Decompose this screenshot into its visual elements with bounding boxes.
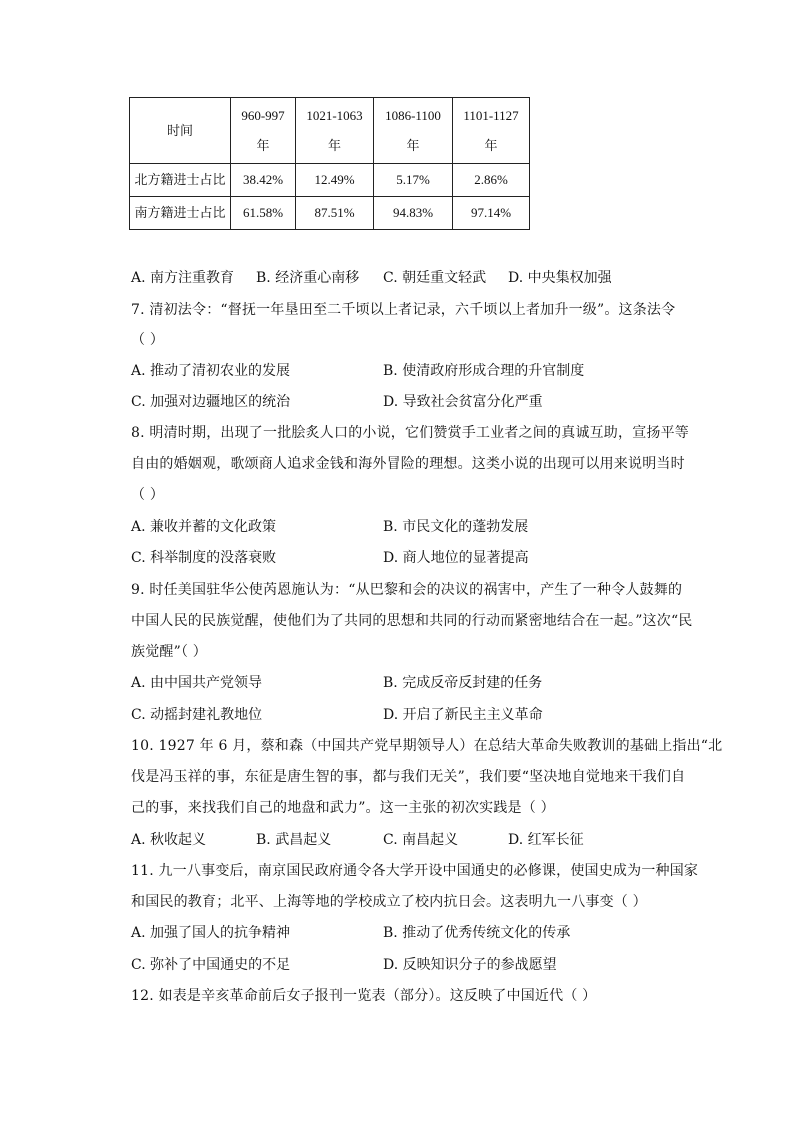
q6-option-c: C. 朝廷重文轻武 <box>383 270 487 286</box>
q11-stem: 和国民的教育；北平、上海等地的学校成立了校内抗日会。这表明九一八事变（ ） <box>131 894 647 910</box>
q10-stem: 伐是冯玉祥的事，东征是唐生智的事，都与我们无关”，我们要“坚决地自觉地来干我们自 <box>131 769 686 785</box>
table-row <box>130 164 530 197</box>
q8-option-a: A. 兼收并蓄的文化政策 <box>131 519 277 535</box>
q9-option-d: D. 开启了新民主主义革命 <box>383 707 543 723</box>
table-cell: 2.86% <box>453 164 530 197</box>
table-header-period: 960-997 年 <box>231 98 296 164</box>
table-cell: 97.14% <box>453 197 530 230</box>
q7-stem: 7. 清初法令：“督抚一年垦田至二千顷以上者记录，六千顷以上者加升一级”。这条法令 <box>131 302 676 318</box>
q10-option-a: A. 秋收起义 <box>131 832 207 848</box>
table-cell: 94.83% <box>374 197 453 230</box>
q7-option-a: A. 推动了清初农业的发展 <box>131 363 291 379</box>
table-row-label: 北方籍进士占比 <box>130 164 231 197</box>
q7-option-c: C. 加强对边疆地区的统治 <box>131 394 291 410</box>
q11-stem: 11. 九一八事变后，南京国民政府通令各大学开设中国通史的必修课，使国史成为一种国家 <box>131 863 699 879</box>
q7-option-b: B. 使清政府形成合理的升官制度 <box>383 363 585 379</box>
table-header-period: 1021-1063 年 <box>296 98 374 164</box>
table-cell: 87.51% <box>296 197 374 230</box>
table-cell: 5.17% <box>374 164 453 197</box>
q10-option-c: C. 南昌起义 <box>383 832 459 848</box>
table-header-period: 1101-1127 年 <box>453 98 530 164</box>
table-cell: 12.49% <box>296 164 374 197</box>
q9-option-b: B. 完成反帝反封建的任务 <box>383 675 543 691</box>
data-table <box>129 97 530 230</box>
q11-option-c: C. 弥补了中国通史的不足 <box>131 957 291 973</box>
q6-option-d: D. 中央集权加强 <box>508 270 612 286</box>
q7-stem: （ ） <box>131 332 165 348</box>
q8-option-b: B. 市民文化的蓬勃发展 <box>383 519 529 535</box>
q12-stem: 12. 如表是辛亥革命前后女子报刊一览表（部分）。这反映了中国近代（ ） <box>131 988 597 1004</box>
q11-option-d: D. 反映知识分子的参战愿望 <box>383 957 557 973</box>
q8-stem: 8. 明清时期，出现了一批脍炙人口的小说，它们赞赏手工业者之间的真诚互助，宣扬平等 <box>131 425 690 441</box>
q6-option-b: B. 经济重心南移 <box>256 270 360 286</box>
table-header-row <box>130 98 530 164</box>
q10-option-d: D. 红军长征 <box>508 832 584 848</box>
q11-option-a: A. 加强了国人的抗争精神 <box>131 925 291 941</box>
table-header-period: 1086-1100 年 <box>374 98 453 164</box>
q9-stem: 9. 时任美国驻华公使芮恩施认为：“从巴黎和会的决议的祸害中，产生了一种令人鼓舞的 <box>131 582 683 598</box>
table-header-label: 时间 <box>130 98 231 164</box>
q9-option-a: A. 由中国共产党领导 <box>131 675 263 691</box>
q8-stem: 自由的婚姻观，歌颂商人追求金钱和海外冒险的理想。这类小说的出现可以用来说明当时 <box>131 456 685 472</box>
q11-option-b: B. 推动了优秀传统文化的传承 <box>383 925 571 941</box>
q9-option-c: C. 动摇封建礼教地位 <box>131 707 263 723</box>
q6-option-a: A. 南方注重教育 <box>131 270 235 286</box>
q10-stem: 己的事，来找我们自己的地盘和武力”。这一主张的初次实践是（ ） <box>131 800 555 816</box>
q8-stem: （ ） <box>131 487 165 503</box>
q8-option-d: D. 商人地位的显著提高 <box>383 550 529 566</box>
table-row <box>130 197 530 230</box>
q8-option-c: C. 科举制度的没落衰败 <box>131 550 277 566</box>
q10-option-b: B. 武昌起义 <box>256 832 332 848</box>
q7-option-d: D. 导致社会贫富分化严重 <box>383 394 543 410</box>
q9-stem: 中国人民的民族觉醒，使他们为了共同的思想和共同的行动而紧密地结合在一起。”这次“民 <box>131 613 693 629</box>
q9-stem: 族觉醒”（ ） <box>131 644 208 660</box>
table-cell: 38.42% <box>231 164 296 197</box>
q10-stem: 10. 1927 年 6 月，蔡和森（中国共产党早期领导人）在总结大革命失败教训的基础上指出“北 <box>131 738 723 754</box>
table-cell: 61.58% <box>231 197 296 230</box>
table-row-label: 南方籍进士占比 <box>130 197 231 230</box>
